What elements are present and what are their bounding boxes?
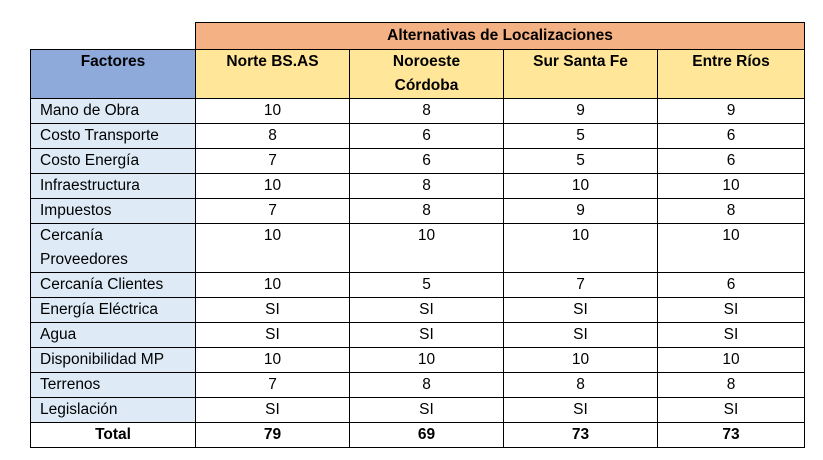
score-cell: 7 <box>504 273 658 298</box>
score-cell: 8 <box>350 174 504 199</box>
score-cell: SI <box>504 298 658 323</box>
score-cell: SI <box>196 398 350 423</box>
table-row <box>31 348 805 373</box>
factor-label: Energía Eléctrica <box>31 298 196 323</box>
score-cell: 9 <box>658 99 805 124</box>
score-cell: 10 <box>196 273 350 298</box>
score-cell: 6 <box>658 124 805 149</box>
score-cell: 7 <box>196 199 350 224</box>
score-cell: 10 <box>504 224 658 273</box>
score-cell: 10 <box>196 174 350 199</box>
score-cell: 8 <box>350 99 504 124</box>
factor-label: Disponibilidad MP <box>31 348 196 373</box>
score-cell: SI <box>350 323 504 348</box>
column-header-noroeste-text: Noroeste Córdoba <box>392 53 461 94</box>
score-cell: 7 <box>196 373 350 398</box>
factor-label: Cercanía Proveedores <box>31 224 196 273</box>
table-row <box>31 199 805 224</box>
group-header: Alternativas de Localizaciones <box>196 23 805 50</box>
empty-corner <box>31 23 196 50</box>
score-cell: 10 <box>658 174 805 199</box>
score-cell: SI <box>658 323 805 348</box>
table-row <box>31 373 805 398</box>
score-cell: 7 <box>196 149 350 174</box>
factor-label: Impuestos <box>31 199 196 224</box>
column-header-norte: Norte BS.AS <box>196 50 350 99</box>
score-cell: 10 <box>350 348 504 373</box>
score-cell: 8 <box>658 373 805 398</box>
group-header-row <box>31 23 805 50</box>
score-cell: 10 <box>350 224 504 273</box>
factor-label: Legislación <box>31 398 196 423</box>
score-cell: 10 <box>658 224 805 273</box>
score-cell: SI <box>196 298 350 323</box>
score-cell: 8 <box>196 124 350 149</box>
score-cell: 6 <box>658 273 805 298</box>
total-cell: 69 <box>350 423 504 448</box>
total-row <box>31 423 805 448</box>
factor-label: Costo Energía <box>31 149 196 174</box>
score-cell: 5 <box>350 273 504 298</box>
factor-label: Terrenos <box>31 373 196 398</box>
factor-label: Agua <box>31 323 196 348</box>
total-cell: 73 <box>504 423 658 448</box>
score-cell: 10 <box>658 348 805 373</box>
column-header-entre-rios: Entre Ríos <box>658 50 805 99</box>
score-cell: SI <box>658 298 805 323</box>
score-cell: 10 <box>504 348 658 373</box>
score-cell: 6 <box>658 149 805 174</box>
column-header-noroeste <box>350 50 504 99</box>
factor-label: Cercanía Clientes <box>31 273 196 298</box>
score-cell: SI <box>504 323 658 348</box>
score-cell: 6 <box>350 149 504 174</box>
score-cell: 9 <box>504 199 658 224</box>
table-row <box>31 99 805 124</box>
score-cell: SI <box>196 323 350 348</box>
factor-label: Infraestructura <box>31 174 196 199</box>
table-row <box>31 323 805 348</box>
score-cell: 10 <box>196 348 350 373</box>
localization-table <box>30 22 805 448</box>
score-cell: 6 <box>350 124 504 149</box>
table-row <box>31 273 805 298</box>
table-row <box>31 174 805 199</box>
score-cell: 10 <box>196 224 350 273</box>
total-label: Total <box>31 423 196 448</box>
score-cell: 10 <box>504 174 658 199</box>
total-cell: 79 <box>196 423 350 448</box>
score-cell: SI <box>350 398 504 423</box>
table-row <box>31 224 805 273</box>
score-cell: 9 <box>504 99 658 124</box>
factors-header: Factores <box>31 50 196 99</box>
score-cell: SI <box>658 398 805 423</box>
table-row <box>31 298 805 323</box>
score-cell: SI <box>504 398 658 423</box>
column-header-sur: Sur Santa Fe <box>504 50 658 99</box>
score-cell: 8 <box>504 373 658 398</box>
score-cell: 8 <box>658 199 805 224</box>
factor-label: Mano de Obra <box>31 99 196 124</box>
score-cell: 8 <box>350 373 504 398</box>
score-cell: 5 <box>504 149 658 174</box>
score-cell: 8 <box>350 199 504 224</box>
table-row <box>31 124 805 149</box>
total-cell: 73 <box>658 423 805 448</box>
score-cell: 10 <box>196 99 350 124</box>
table-row <box>31 149 805 174</box>
score-cell: SI <box>350 298 504 323</box>
column-header-row <box>31 50 805 99</box>
factor-label: Costo Transporte <box>31 124 196 149</box>
table-row <box>31 398 805 423</box>
score-cell: 5 <box>504 124 658 149</box>
